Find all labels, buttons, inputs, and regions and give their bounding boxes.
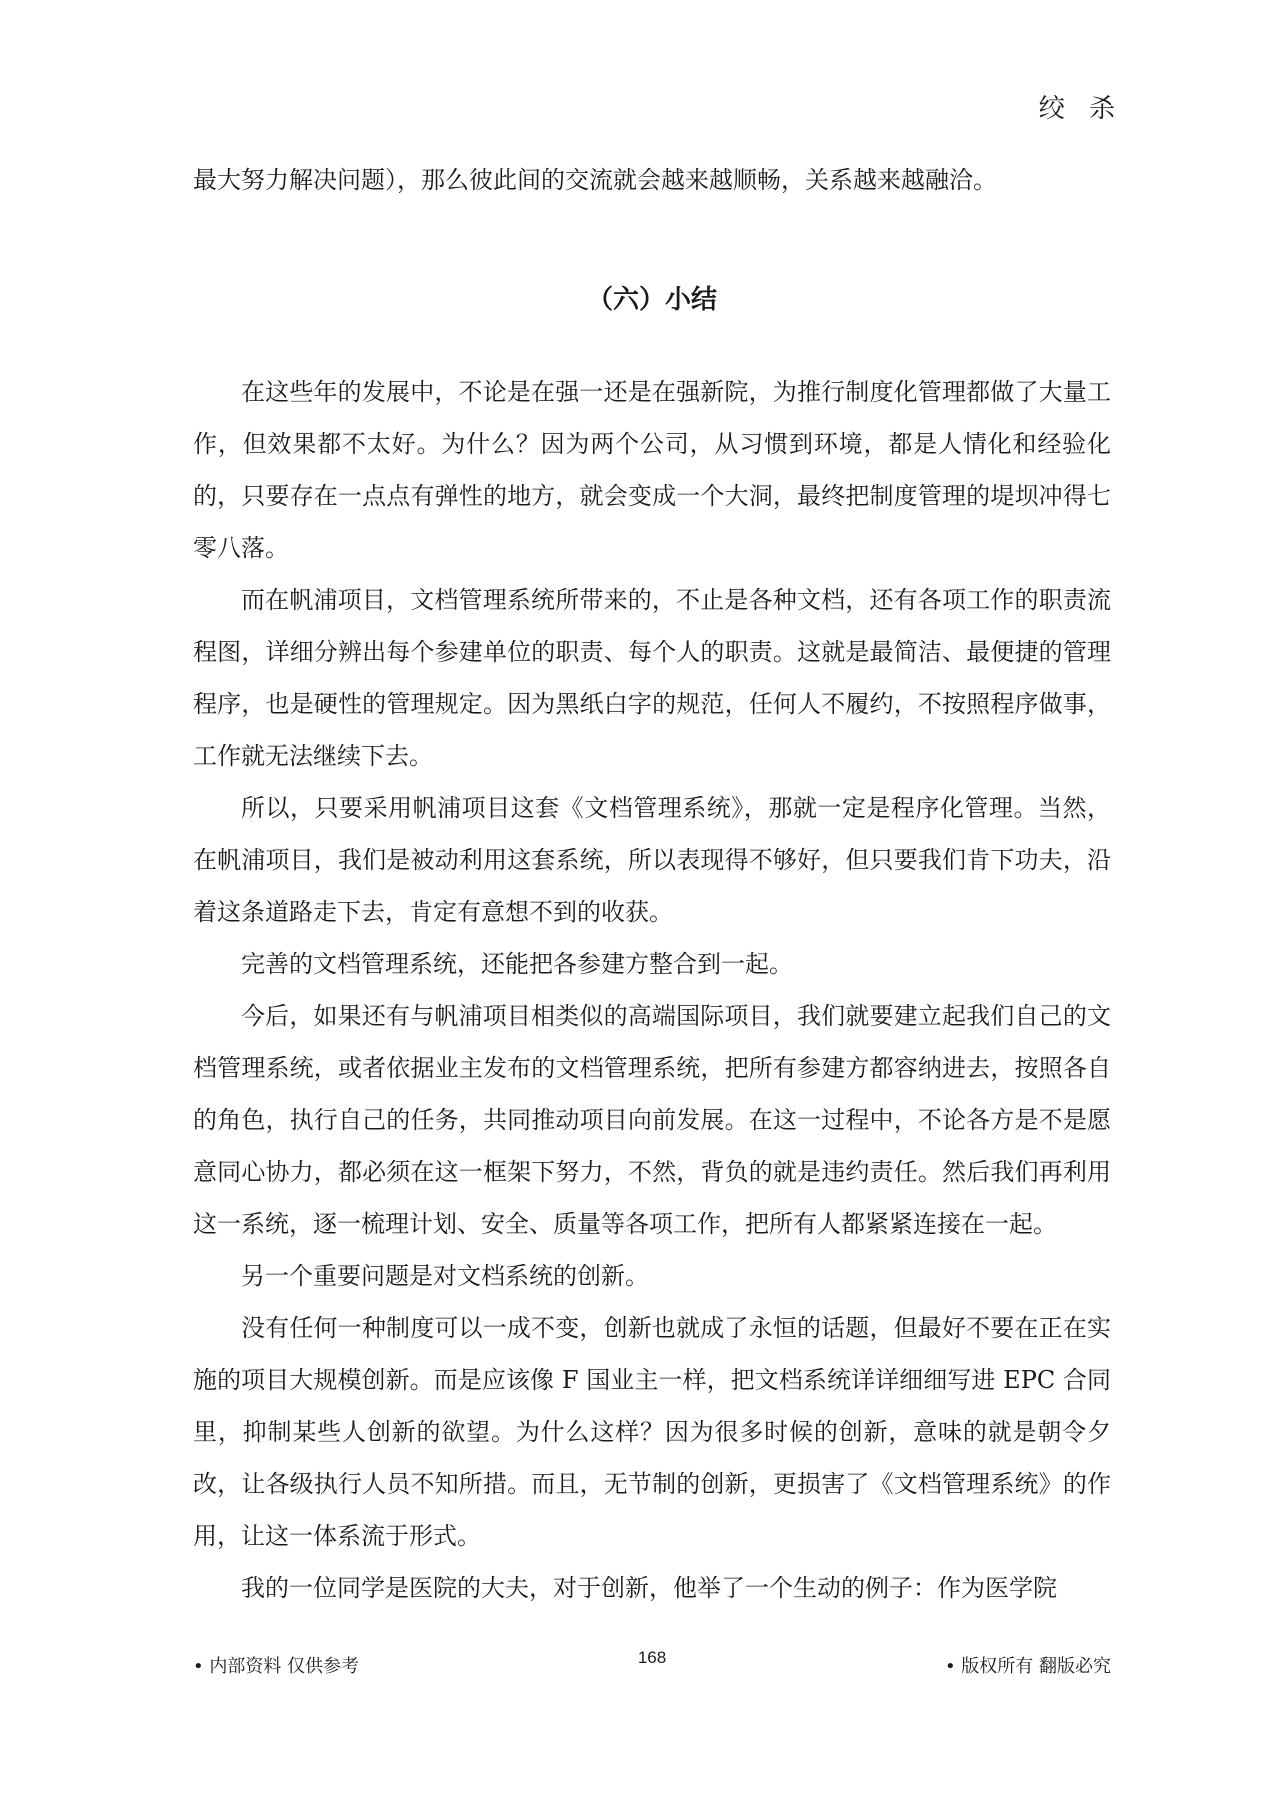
page-number: 168 bbox=[637, 1648, 667, 1667]
body-paragraph: 在这些年的发展中，不论是在强一还是在强新院，为推行制度化管理都做了大量工作，但效果都不太好。为什么？因为两个公司，从习惯到环境，都是人情化和经验化的，只要存在一点点有弹性的地方，就会变成一个大洞，最终把制度管理的堤坝冲得七零八落。 bbox=[193, 378, 1111, 562]
running-header: 绞 杀 bbox=[1038, 94, 1123, 124]
continued-paragraph: 最大努力解决问题），那么彼此间的交流就会越来越顺畅，关系越来越融洽。 bbox=[193, 166, 997, 194]
body-paragraph: 另一个重要问题是对文档系统的创新。 bbox=[241, 1262, 649, 1290]
section-title: （六）小结 bbox=[586, 285, 717, 315]
page-body bbox=[193, 154, 1111, 1614]
body-paragraph: 所以，只要采用帆浦项目这套《文档管理系统》，那就一定是程序化管理。当然，在帆浦项目，我们是被动利用这套系统，所以表现得不够好，但只要我们肯下功夫，沿着这条道路走下去，肯定有意想不到的收获。 bbox=[193, 794, 1111, 926]
body-paragraph: 没有任何一种制度可以一成不变，创新也就成了永恒的话题，但最好不要在正在实施的项目大规模创新。而是应该像 F 国业主一样，把文档系统详详细细写进 EPC 合同里，抑制某些人创新的欲望。为什么这样？因为很多时候的创新，意味的就是朝令夕改，让各级执行人员不知所措。而且，无节制的创新，更损害了《文档管理系统》的作用，让这一体系流于形式。 bbox=[193, 1314, 1111, 1550]
body-paragraph: 今后，如果还有与帆浦项目相类似的高端国际项目，我们就要建立起我们自己的文档管理系统，或者依据业主发布的文档管理系统，把所有参建方都容纳进去，按照各自的角色，执行自己的任务，共同推动项目向前发展。在这一过程中，不论各方是不是愿意同心协力，都必须在这一框架下努力，不然，背负的就是违约责任。然后我们再利用这一系统，逐一梳理计划、安全、质量等各项工作，把所有人都紧紧连接在一起。 bbox=[193, 1002, 1111, 1238]
body-paragraph: 我的一位同学是医院的大夫，对于创新，他举了一个生动的例子：作为医学院 bbox=[241, 1574, 1057, 1602]
footer-copyright-note: • 版权所有 翻版必究 bbox=[944, 1656, 1111, 1677]
page-footer bbox=[193, 1648, 1111, 1682]
body-paragraph: 而在帆浦项目，文档管理系统所带来的，不止是各种文档，还有各项工作的职责流程图，详细分辨出每个参建单位的职责、每个人的职责。这就是最简洁、最便捷的管理程序，也是硬性的管理规定。因为黑纸白字的规范，任何人不履约，不按照程序做事，工作就无法继续下去。 bbox=[193, 586, 1111, 770]
body-paragraph: 完善的文档管理系统，还能把各参建方整合到一起。 bbox=[241, 950, 793, 978]
footer-internal-note: • 内部资料 仅供参考 bbox=[193, 1656, 360, 1677]
